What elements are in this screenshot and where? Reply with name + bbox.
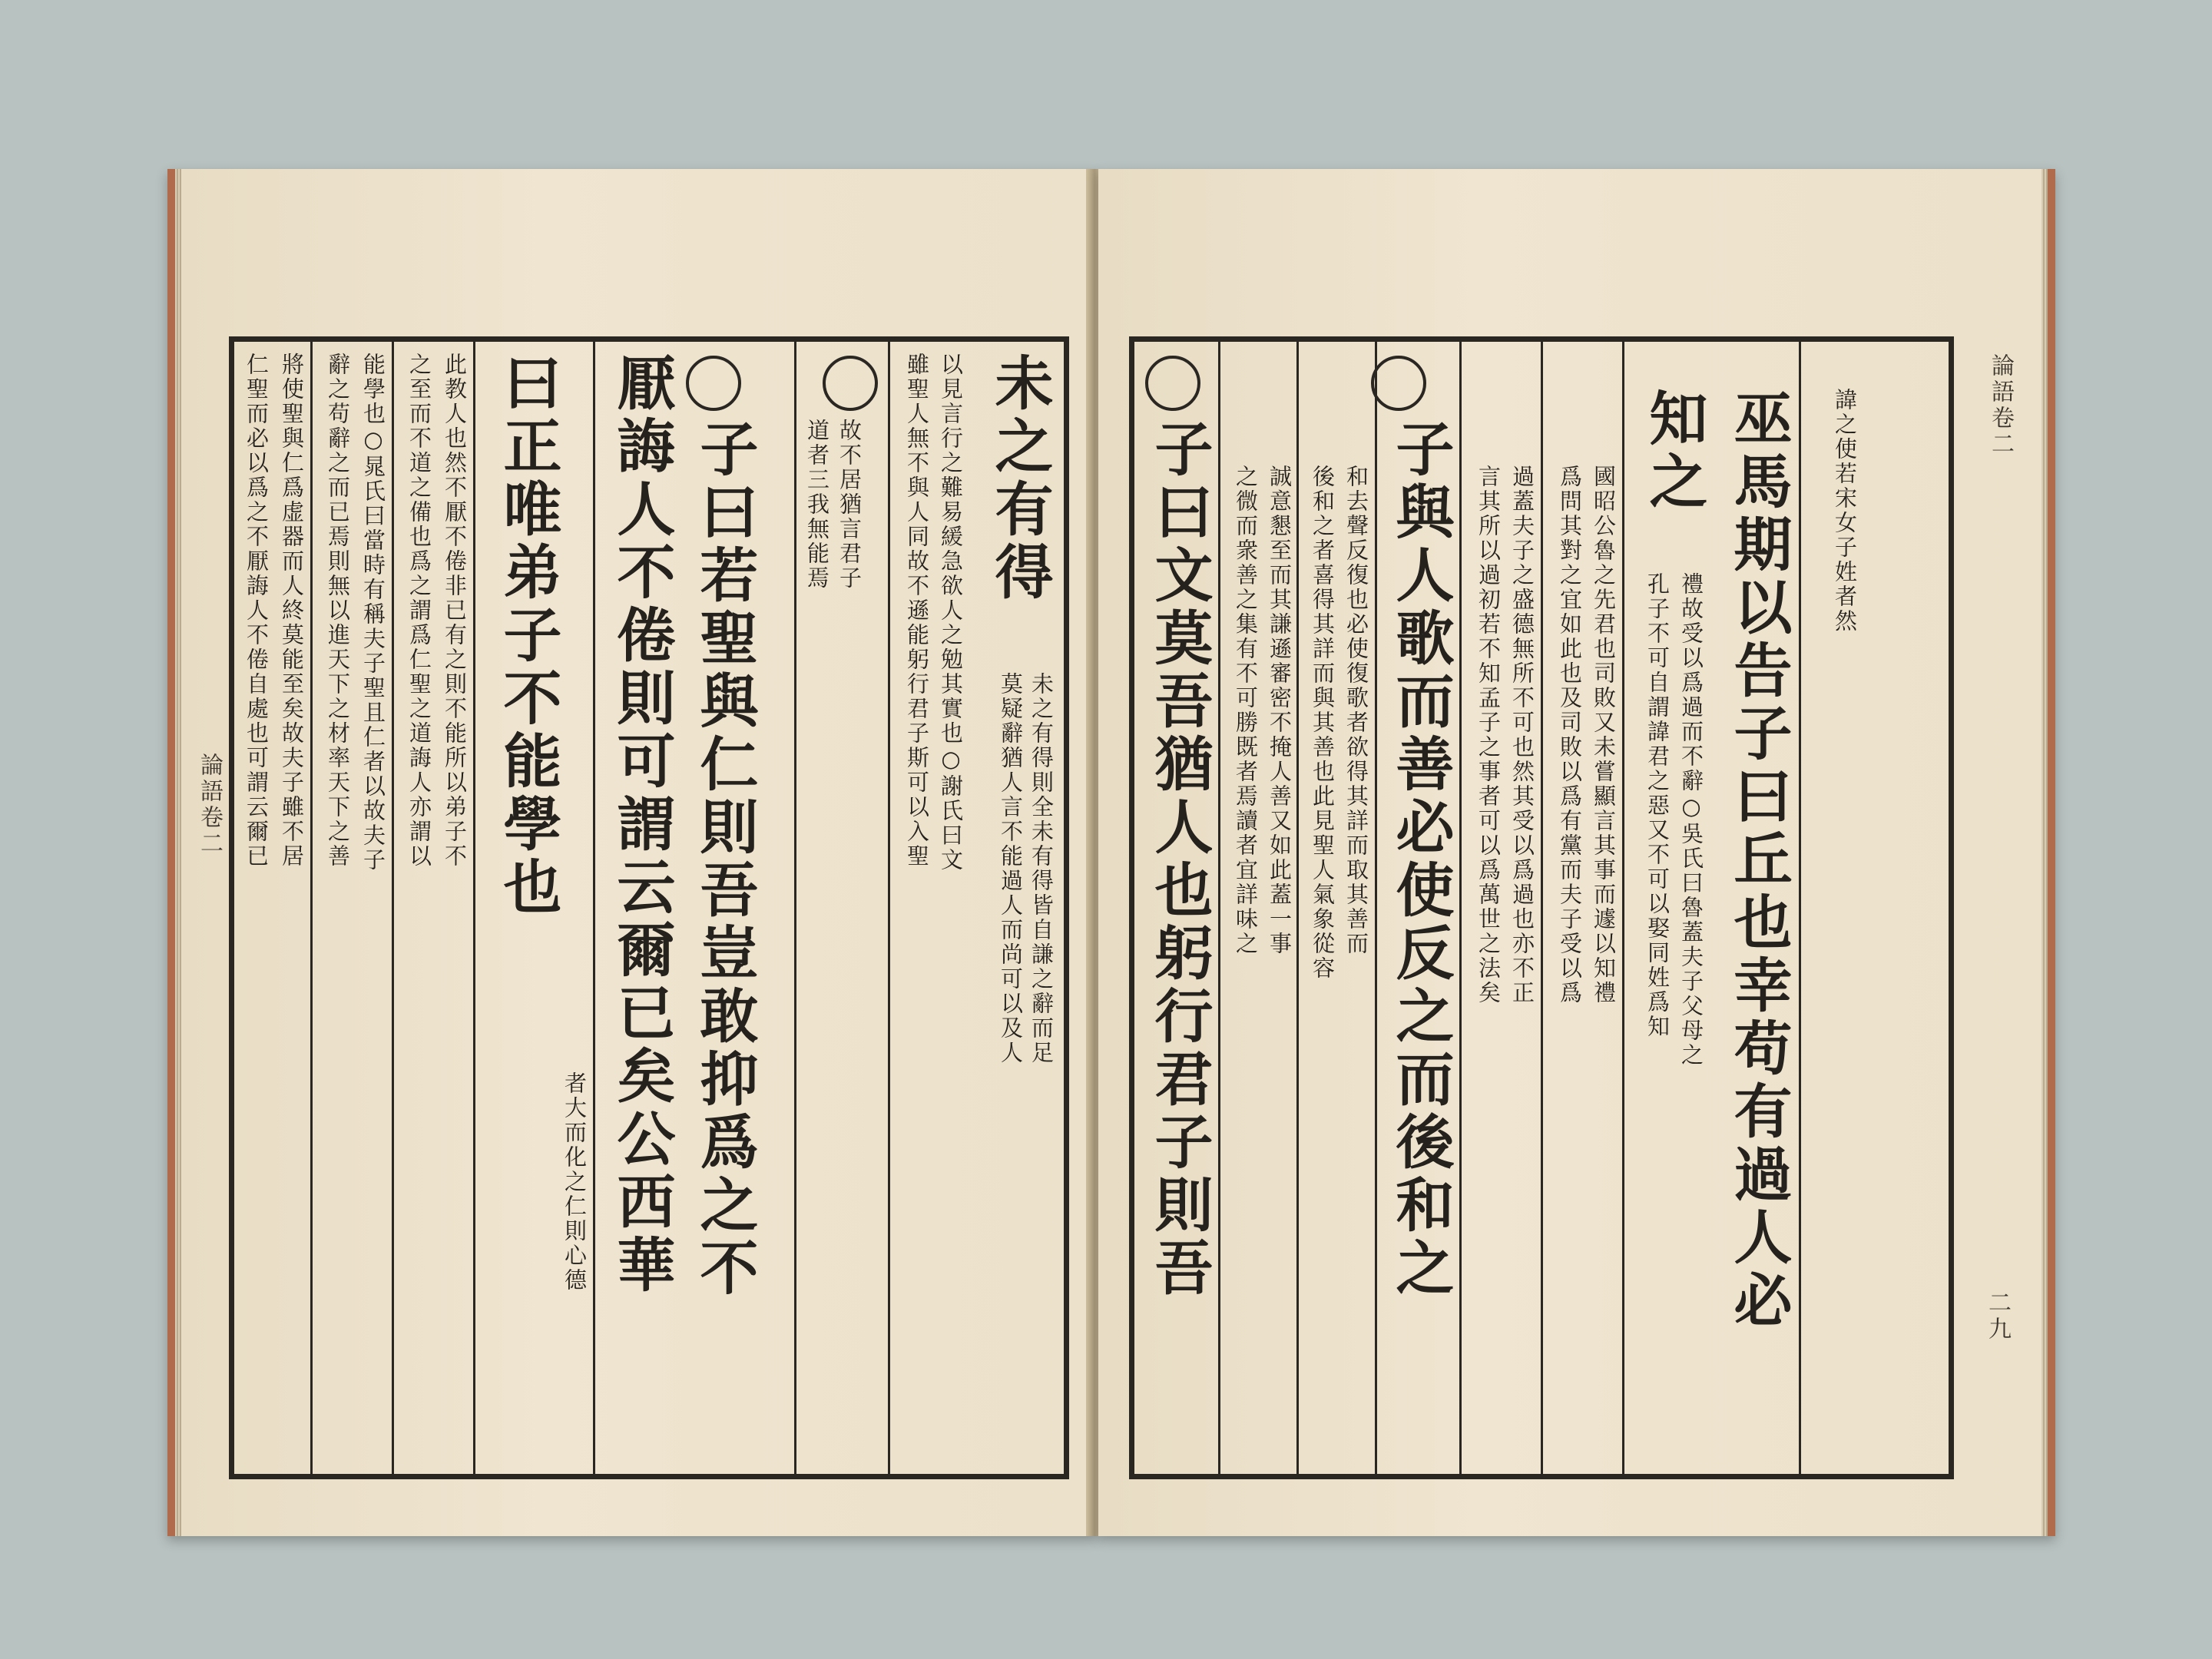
text-column: 孔子不可自謂諱君之惡又不可以娶同姓爲知: [1644, 572, 1671, 1039]
column-rule: [1218, 342, 1220, 1474]
text-column: 此教人也然不厭不倦非已有之則不能所以弟子不: [442, 353, 468, 869]
circle-marker: [1145, 356, 1200, 411]
text-column: 誠意懇至而其謙遜審密不掩人善又如此蓋一事: [1267, 465, 1293, 956]
text-column: 巫馬期以告子曰丘也幸苟有過人必: [1724, 388, 1793, 1333]
text-column: 子曰文莫吾猶人也躬行君子則吾: [1145, 419, 1214, 1300]
left-page: [167, 169, 1097, 1536]
text-column: 曰正唯弟子不能學也: [494, 353, 562, 919]
text-column: 雖聖人無不與人同故不遜能躬行君子斯可以入聖: [904, 353, 930, 869]
page-edge: [175, 169, 181, 1536]
right-text-frame: [1129, 336, 1954, 1479]
text-column: 和去聲反復也必使復歌者欲得其詳而取其善而: [1343, 465, 1369, 956]
text-column: 後和之者喜得其詳而與其善也此見聖人氣象從容: [1310, 465, 1336, 981]
text-column: 莫疑辭猶人言不能過人而尚可以及人: [998, 672, 1024, 1065]
text-column: 子曰若聖與仁則吾豈敢抑爲之不: [690, 419, 759, 1300]
text-column: 者大而化之仁則心德: [561, 1071, 588, 1293]
column-rule: [1459, 342, 1462, 1474]
text-column: 國昭公魯之先君也司敗又未嘗顯言其事而遽以知禮: [1591, 465, 1617, 1005]
page-number: 二九: [1984, 1290, 2011, 1343]
text-column: 知之: [1640, 388, 1708, 514]
text-column: 諱之使若宋女子姓者然: [1832, 388, 1858, 634]
text-column: 子與人歌而善必使反之而後和之: [1386, 419, 1455, 1300]
text-column: 之至而不道之備也爲之謂爲仁聖之道誨人亦謂以: [406, 353, 432, 869]
text-column: 未之有得則全未有得皆自謙之辭而足: [1028, 672, 1055, 1065]
spine-label: 論語卷二: [1987, 353, 2014, 458]
text-column: 禮故受以爲過而不辭○吳氏曰魯蓋夫子父母之: [1678, 572, 1704, 1068]
column-rule: [1799, 342, 1801, 1474]
text-column: 能學也○晁氏曰當時有稱夫子聖且仁者以故夫子: [360, 353, 386, 873]
page-edge: [2041, 169, 2048, 1536]
column-rule: [1296, 342, 1299, 1474]
left-text-frame: [229, 336, 1069, 1479]
column-rule: [593, 342, 595, 1474]
text-column: 將使聖與仁爲虚器而人終莫能至矣故夫子雖不居: [279, 353, 305, 869]
circle-marker: [823, 356, 878, 411]
circle-marker: [686, 356, 741, 411]
text-column: 之微而衆善之集有不可勝既者焉讀者宜詳味之: [1233, 465, 1259, 956]
circle-marker: [1371, 356, 1426, 411]
text-column: 厭誨人不倦則可謂云爾已矣公西華: [608, 353, 676, 1297]
text-column: 道者三我無能焉: [804, 419, 830, 591]
column-rule: [310, 342, 313, 1474]
text-column: 爲問其對之宜如此也及司敗以爲有黨而夫子受以爲: [1557, 465, 1583, 1005]
spine-label: 論語卷二: [196, 753, 223, 857]
column-rule: [794, 342, 796, 1474]
text-column: 過蓋夫子之盛德無所不可也然其受以爲過也亦不正: [1509, 465, 1535, 1005]
text-column: 辭之苟辭之而已焉則無以進天下之材率天下之善: [325, 353, 351, 869]
column-rule: [392, 342, 394, 1474]
text-column: 以見言行之難易緩急欲人之勉其實也○謝氏曰文: [938, 353, 964, 873]
text-column: 故不居猶言君子: [836, 419, 863, 591]
text-column: 言其所以過初若不知孟子之事者可以爲萬世之法矣: [1475, 465, 1502, 1005]
column-rule: [1375, 342, 1377, 1474]
text-column: 未之有得: [985, 353, 1054, 604]
right-page: [1098, 169, 2055, 1536]
column-rule: [888, 342, 890, 1474]
column-rule: [1622, 342, 1624, 1474]
text-column: 仁聖而必以爲之不厭誨人不倦自處也可謂云爾已: [243, 353, 270, 869]
column-rule: [1541, 342, 1543, 1474]
open-book: [167, 169, 2048, 1536]
column-rule: [473, 342, 475, 1474]
